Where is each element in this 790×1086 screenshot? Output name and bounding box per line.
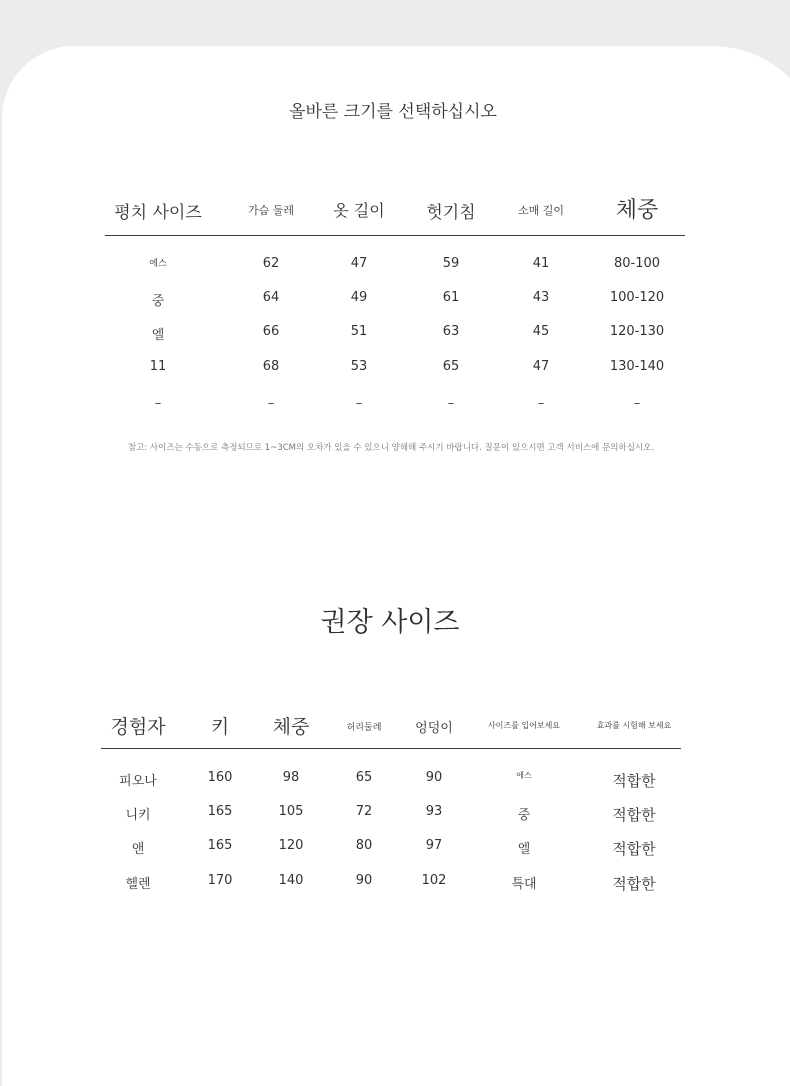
recommended-cell: 170 (207, 873, 233, 888)
recommended-cell: 앤 (131, 842, 145, 857)
size-chart-header: 옷 길이 (333, 201, 385, 221)
size-chart-cell: 51 (350, 324, 368, 339)
recommended-cell: 165 (207, 804, 233, 819)
size-chart-cell: 49 (350, 290, 368, 305)
size-chart-cell: 62 (262, 256, 280, 271)
size-chart-cell: 59 (442, 256, 460, 271)
size-chart-cell: 45 (532, 324, 550, 339)
recommended-cell: 적합한 (612, 840, 656, 858)
size-chart-cell: – (537, 396, 545, 411)
recommended-cell: 98 (282, 770, 300, 785)
size-chart-cell: 43 (532, 290, 550, 305)
recommended-cell: 93 (425, 804, 443, 819)
recommended-cell: 적합한 (612, 806, 656, 824)
size-chart-header: 헛기침 (426, 202, 476, 223)
size-chart-cell: 61 (442, 290, 460, 305)
size-chart-cell: 120-130 (609, 324, 665, 339)
recommended-cell: 피오나 (119, 774, 157, 789)
size-chart-cell: 중 (151, 294, 165, 309)
recommended-cell: 헬렌 (125, 877, 151, 892)
size-chart-cell: 41 (532, 256, 550, 271)
recommended-cell: 90 (425, 770, 443, 785)
recommended-header: 사이즈를 입어보세요 (487, 721, 561, 731)
size-chart-cell: 65 (442, 359, 460, 374)
recommended-cell: 90 (355, 873, 373, 888)
recommended-cell: 102 (421, 873, 447, 888)
recommended-cell: 적합한 (612, 875, 656, 893)
size-chart-cell: 47 (532, 359, 550, 374)
size-chart-header: 소매 길이 (517, 204, 565, 218)
size-chart-cell: 130-140 (609, 359, 665, 374)
size-chart-cell: 64 (262, 290, 280, 305)
size-chart-note: 참고: 사이즈는 수동으로 측정되므로 1~3CM의 오차가 있을 수 있으니 양해해 주시기 바랍니다. 질문이 있으시면 고객 서비스에 문의하십시오. (127, 443, 655, 453)
size-chart-cell: 100-120 (609, 290, 665, 305)
recommended-cell: 80 (355, 838, 373, 853)
size-chart-divider (105, 235, 685, 236)
recommended-cell: 특대 (511, 877, 537, 892)
size-chart-cell: – (154, 396, 162, 411)
size-chart-cell: – (447, 396, 455, 411)
size-chart-cell: 80-100 (613, 256, 661, 271)
recommended-title: 권장 사이즈 (320, 607, 460, 638)
size-chart-title: 올바른 크기를 선택하십시오 (289, 102, 497, 122)
recommended-header: 키 (210, 715, 230, 738)
recommended-header: 경험자 (110, 715, 166, 738)
recommended-cell: 적합한 (612, 772, 656, 790)
size-chart-cell: 에스 (149, 259, 167, 269)
recommended-divider (101, 748, 681, 749)
recommended-cell: 중 (517, 808, 531, 823)
recommended-cell: 72 (355, 804, 373, 819)
size-chart-header: 체중 (615, 197, 659, 223)
size-chart-cell: – (633, 396, 641, 411)
recommended-cell: 에스 (516, 771, 532, 780)
recommended-cell: 160 (207, 770, 233, 785)
recommended-header: 효과를 시험해 보세요 (596, 721, 672, 731)
size-chart-cell: 68 (262, 359, 280, 374)
size-chart-cell: – (267, 396, 275, 411)
recommended-cell: 105 (278, 804, 304, 819)
size-chart-cell: 66 (262, 324, 280, 339)
size-chart-cell: – (355, 396, 363, 411)
size-chart-header: 평치 사이즈 (114, 202, 202, 223)
recommended-cell: 엘 (517, 842, 531, 857)
recommended-header: 체중 (272, 715, 310, 738)
recommended-cell: 니키 (125, 808, 151, 823)
recommended-cell: 120 (278, 838, 304, 853)
size-chart-cell: 47 (350, 256, 368, 271)
size-chart-cell: 53 (350, 359, 368, 374)
size-chart-cell: 63 (442, 324, 460, 339)
recommended-cell: 97 (425, 838, 443, 853)
recommended-cell: 65 (355, 770, 373, 785)
recommended-cell: 165 (207, 838, 233, 853)
recommended-header: 허리둘레 (346, 722, 382, 733)
recommended-header: 엉덩이 (415, 721, 453, 737)
size-chart-cell: 엘 (151, 328, 165, 343)
recommended-cell: 140 (278, 873, 304, 888)
size-chart-cell: 11 (149, 359, 167, 374)
size-chart-header: 가슴 둘레 (247, 204, 295, 218)
